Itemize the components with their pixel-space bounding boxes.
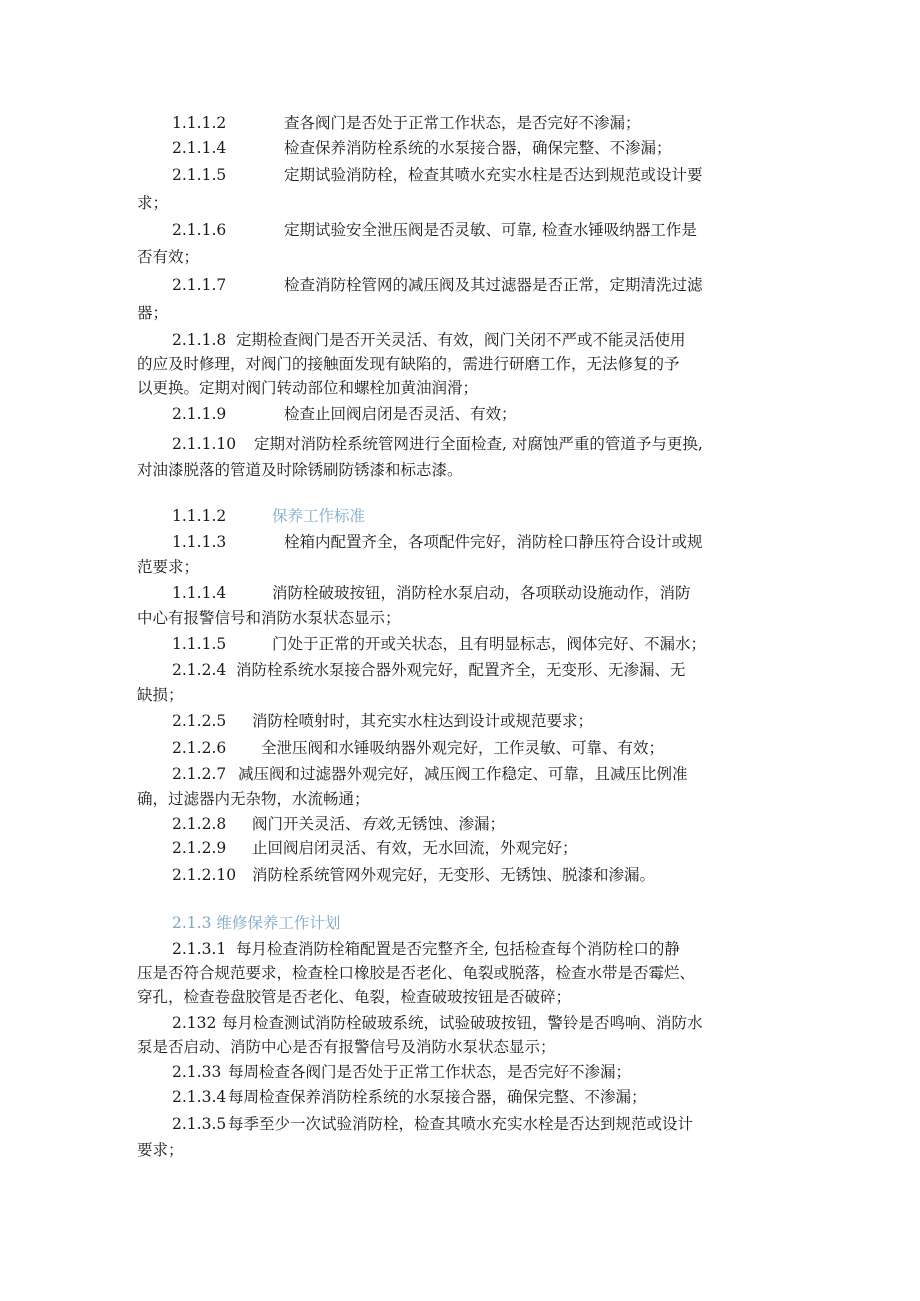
item-number: 1.1.1.2 bbox=[172, 114, 227, 132]
paragraph-continuation: 中心有报警信号和消防水泵状态显示； bbox=[137, 609, 401, 627]
item-text: 消防栓喷射时，其充实水柱达到设计或规范要求； bbox=[252, 712, 594, 730]
item-text: 止回阀启闭灵活、有效，无水回流，外观完好； bbox=[252, 839, 578, 857]
paragraph-line bbox=[172, 741, 822, 757]
item-number: 2.1.3.1 bbox=[172, 940, 227, 958]
paragraph-continuation: 确，过滤器内无杂物，水流畅通； bbox=[137, 790, 370, 808]
item-number: 2.1.33 bbox=[172, 1063, 222, 1081]
paragraph-line bbox=[172, 1117, 822, 1133]
item-text: 消防栓系统管网外观完好，无变形、无锈蚀、脱漆和渗漏。 bbox=[252, 866, 656, 884]
paragraph-continuation: 泵是否启动、消防中心是否有报警信号及消防水泵状态显示； bbox=[137, 1038, 556, 1056]
item-number: 2.1.2.5 bbox=[172, 712, 227, 730]
paragraph-line bbox=[172, 942, 822, 958]
item-number: 2.1.2.9 bbox=[172, 839, 227, 857]
paragraph-continuation: 以更换。定期对阀门转动部位和螺栓加黄油润滑； bbox=[137, 379, 479, 397]
paragraph-line bbox=[172, 1065, 822, 1081]
paragraph-line bbox=[172, 1090, 822, 1106]
paragraph-continuation: 求； bbox=[137, 194, 169, 212]
item-number: 2.1.2.7 bbox=[172, 765, 227, 783]
item-text: 查各阀门是否处于正常工作状态，是否完好不渗漏； bbox=[284, 114, 641, 132]
paragraph-line bbox=[172, 141, 822, 157]
section-number: 1.1.1.2 bbox=[172, 507, 227, 525]
paragraph-continuation: 压是否符合规范要求，检查栓口橡胶是否老化、龟裂或脱落，检查水带是否霉烂、 bbox=[137, 964, 696, 982]
item-number: 2.1.1.9 bbox=[172, 405, 227, 423]
item-number: 2.1.3.4 bbox=[172, 1088, 227, 1106]
item-number: 2.1.1.7 bbox=[172, 276, 227, 294]
paragraph-continuation: 否有效； bbox=[137, 248, 200, 266]
paragraph-continuation: 穿孔，检查卷盘胶管是否老化、龟裂，检查破玻按钮是否破碎； bbox=[137, 988, 572, 1006]
item-text: 消防栓破玻按钮，消防栓水泵启动，各项联动设施动作，消防 bbox=[272, 584, 691, 602]
item-text: 每周检查保养消防栓系统的水泵接合器，确保完整、不渗漏； bbox=[228, 1088, 647, 1106]
item-text: 定期检查阀门是否开关灵活、有效，阀门关闭不严或不能灵活使用 bbox=[236, 331, 686, 349]
item-number: 2.1.1.6 bbox=[172, 221, 227, 239]
item-text: 减压阀和过滤器外观完好，减压阀工作稳定、可靠，且减压比例准 bbox=[238, 765, 688, 783]
item-number: 2.1.2.10 bbox=[172, 866, 237, 884]
item-number: 2.1.2.8 bbox=[172, 815, 227, 833]
item-text: 定期对消防栓系统管网进行全面检查, 对腐蚀严重的管道予与更换, bbox=[254, 435, 703, 453]
paragraph-line bbox=[172, 841, 822, 857]
item-number: 2.1.2.4 bbox=[172, 661, 227, 679]
item-text: 每月检查测试消防栓破玻系统，试验破玻按钮，警铃是否鸣响、消防水 bbox=[222, 1014, 703, 1032]
item-text: 消防栓系统水泵接合器外观完好，配置齐全，无变形、无渗漏、无 bbox=[236, 661, 686, 679]
item-text: 检查保养消防栓系统的水泵接合器，确保完整、不渗漏； bbox=[284, 139, 672, 157]
paragraph-line bbox=[172, 586, 822, 602]
item-text: 无锈蚀、渗漏； bbox=[396, 815, 505, 833]
item-number: 1.1.1.5 bbox=[172, 635, 227, 653]
item-text: 每季至少一次试验消防栓，检查其喷水充实水栓是否达到规范或设计 bbox=[228, 1115, 694, 1133]
paragraph-continuation: 器； bbox=[137, 304, 169, 322]
item-text: 每月检查消防栓箱配置是否完整齐全, 包括检查每个消防栓口的静 bbox=[236, 940, 680, 958]
section-title: 保养工作标准 bbox=[272, 507, 366, 525]
item-text: 检查消防栓管网的减压阀及其过滤器是否正常，定期清洗过滤 bbox=[284, 276, 703, 294]
item-text: 定期试验消防栓，检查其喷水充实水柱是否达到规范或设计要 bbox=[284, 166, 703, 184]
paragraph-line bbox=[172, 714, 822, 730]
paragraph-line bbox=[172, 1016, 822, 1032]
paragraph-line bbox=[172, 535, 822, 551]
item-text: 检查止回阀启闭是否灵活、有效； bbox=[284, 405, 517, 423]
item-text: 门处于正常的开或关状态，且有明显标志，阀体完好、不漏水； bbox=[272, 635, 707, 653]
item-number: 1.1.1.3 bbox=[172, 533, 227, 551]
item-number: 2.132 bbox=[172, 1014, 217, 1032]
paragraph-line bbox=[172, 168, 822, 184]
paragraph-continuation: 的应及时修理，对阀门的接触面发现有缺陷的，需进行研磨工作，无法修复的予 bbox=[137, 355, 680, 373]
item-number: 2.1.1.5 bbox=[172, 166, 227, 184]
item-number: 2.1.3.5 bbox=[172, 1115, 227, 1133]
item-text: 每周检查各阀门是否处于正常工作状态，是否完好不渗漏； bbox=[228, 1063, 632, 1081]
item-text-italic: 有效, bbox=[360, 815, 397, 833]
item-number: 2.1.1.4 bbox=[172, 139, 227, 157]
item-text: 阀门开关灵活、 bbox=[252, 815, 361, 833]
paragraph-line bbox=[172, 278, 822, 294]
item-number: 2.1.2.6 bbox=[172, 739, 227, 757]
item-text: 定期试验安全泄压阀是否灵敏、可靠, 检查水锤吸纳器工作是 bbox=[284, 221, 697, 239]
paragraph-line bbox=[172, 116, 822, 132]
section-heading bbox=[172, 509, 822, 525]
paragraph-continuation: 对油漆脱落的管道及时除锈刷防锈漆和标志漆。 bbox=[137, 461, 463, 479]
paragraph-line bbox=[172, 767, 822, 783]
paragraph-continuation: 范要求； bbox=[137, 558, 200, 576]
paragraph-line bbox=[172, 637, 822, 653]
item-text: 栓箱内配置齐全，各项配件完好，消防栓口静压符合设计或规 bbox=[284, 533, 703, 551]
item-number: 2.1.1.10 bbox=[172, 435, 237, 453]
paragraph-line bbox=[172, 437, 822, 453]
paragraph-continuation: 缺损； bbox=[137, 686, 184, 704]
paragraph-line bbox=[172, 333, 822, 349]
item-text: 全泄压阀和水锤吸纳器外观完好，工作灵敏、可靠、有效； bbox=[261, 739, 665, 757]
paragraph-line bbox=[172, 868, 822, 884]
paragraph-line bbox=[172, 407, 822, 423]
paragraph-line bbox=[172, 223, 822, 239]
paragraph-line bbox=[172, 817, 822, 833]
item-number: 1.1.1.4 bbox=[172, 584, 227, 602]
paragraph-continuation: 要求； bbox=[137, 1141, 184, 1159]
item-number: 2.1.1.8 bbox=[172, 331, 227, 349]
section-title: 2.1.3 维修保养工作计划 bbox=[172, 914, 341, 932]
paragraph-line bbox=[172, 663, 822, 679]
